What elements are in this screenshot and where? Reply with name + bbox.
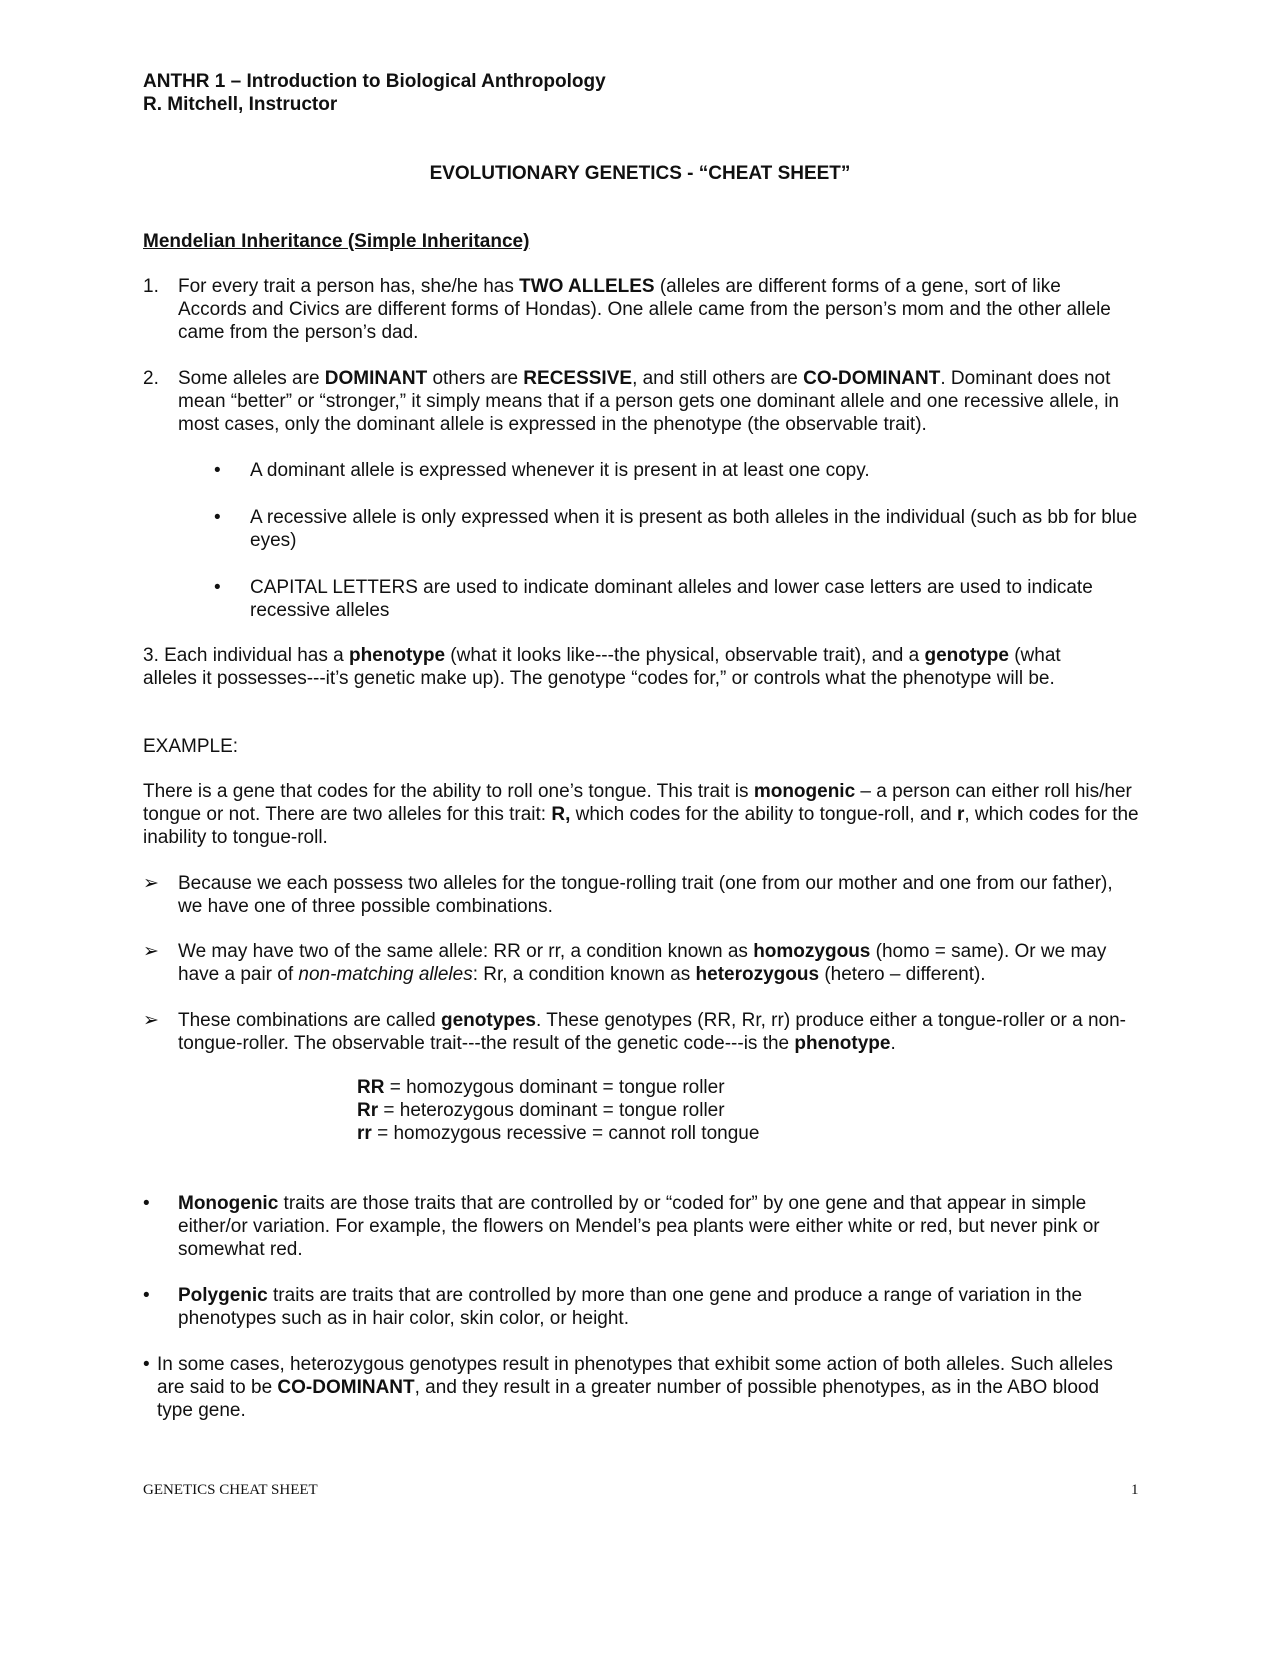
text-run: (homo = same). Or we may have a pair of [178, 941, 1107, 985]
text-run: . These genotypes (RR, Rr, rr) produce either a tongue-roller or a non-tongue-roller. The observable trait---the result of the genetic code---is the [178, 1010, 1127, 1054]
text-run: others are [427, 368, 524, 389]
text-run: (alleles are different forms of a gene, sort of like Accords and Civics are different forms of Hondas). One allele came from the person’s mom and the other allele came from the person’s dad. [178, 276, 1111, 343]
page-number: 1 [1131, 1482, 1139, 1498]
bold-text: phenotype [794, 1033, 891, 1054]
bullet-icon: • [143, 1193, 150, 1214]
bold-text: Polygenic [178, 1285, 268, 1306]
genotype-rr-heterozygous [357, 1099, 725, 1122]
arrow-item-combinations [178, 872, 1118, 918]
bullet-item-codominant [157, 1353, 1117, 1422]
text-run: In some cases, heterozygous genotypes result in phenotypes that exhibit some action of both alleles. Such alleles are said to be [157, 1354, 1113, 1398]
text-run: , which codes for the inability to tongue-roll. [143, 804, 1139, 848]
text-run: which codes for the ability to tongue-roll, and [570, 804, 957, 825]
bold-text: Monogenic [178, 1193, 279, 1214]
text-run: There is a gene that codes for the ability to roll one’s tongue. This trait is [143, 781, 754, 802]
text-run: = heterozygous dominant = tongue roller [378, 1100, 725, 1121]
arrow-bullet-icon: ➢ [143, 873, 159, 894]
bullet-item-letters [250, 576, 1140, 622]
arrow-bullet-icon: ➢ [143, 1010, 159, 1031]
text-run: A recessive allele is only expressed when it is present as both alleles in the individual (such as bb for blue eyes) [250, 507, 1138, 551]
genotype-rr-dominant [357, 1076, 725, 1099]
text-run: = homozygous recessive = cannot roll tongue [371, 1123, 760, 1144]
bold-text: CO-DOMINANT [277, 1377, 415, 1398]
bold-text: RR [357, 1077, 385, 1098]
bullet-item-polygenic [178, 1284, 1138, 1330]
text-run: For every trait a person has, she/he has [178, 276, 520, 297]
bold-text: homozygous [753, 941, 871, 962]
text-run: , and they result in a greater number of possible phenotypes, as in the ABO blood type gene. [157, 1377, 1100, 1421]
text-run: A dominant allele is expressed whenever it is present in at least one copy. [250, 460, 870, 481]
arrow-item-zygosity [178, 940, 1123, 986]
text-run: (what it looks like---the physical, observable trait), and a [445, 645, 925, 666]
text-run: 3. Each individual has a [143, 645, 349, 666]
bold-text: rr [357, 1123, 372, 1144]
text-run: Some alleles are [178, 368, 325, 389]
list-item-two-alleles [178, 275, 1133, 344]
bold-text: genotype [924, 645, 1009, 666]
bullet-item-dominant [250, 459, 1140, 482]
bullet-icon: • [143, 1354, 150, 1375]
bold-text: phenotype [348, 645, 446, 666]
text-run: : Rr, a condition known as [472, 964, 696, 985]
text-run: Because we each possess two alleles for the tongue-rolling trait (one from our mother and one from our father), we have one of three possible combinations. [178, 873, 1113, 917]
text-run: CAPITAL LETTERS are used to indicate dominant alleles and lower case letters are used to indicate recessive alleles [250, 577, 1093, 621]
section-heading: Mendelian Inheritance (Simple Inheritance) [143, 231, 530, 252]
text-run: traits are those traits that are controlled by or “coded for” by one gene and that appear in simple either/or variation. For example, the flowers on Mendel’s pea plants were either white or red, but never pink or somewhat red. [178, 1193, 1100, 1260]
list-number: 1. [143, 276, 159, 297]
bullet-item-monogenic [178, 1192, 1138, 1261]
list-item-dominance [178, 367, 1138, 436]
bold-text: CO-DOMINANT [803, 368, 941, 389]
list-item-phenotype-genotype [143, 644, 1113, 690]
text-run: EXAMPLE: [143, 736, 239, 757]
genotype-rr-recessive [357, 1122, 759, 1145]
text-run: We may have two of the same allele: RR or rr, a condition known as [178, 941, 754, 962]
bold-text: monogenic [753, 781, 856, 802]
document-header [143, 70, 606, 116]
course-title: ANTHR 1 – Introduction to Biological Anthropology [143, 71, 606, 92]
italic-text: non-matching alleles [298, 964, 473, 985]
bold-text: heterozygous [695, 964, 820, 985]
bullet-icon: • [214, 460, 221, 481]
example-paragraph [143, 780, 1143, 849]
instructor-name: R. Mitchell, Instructor [143, 94, 338, 115]
list-number: 2. [143, 368, 159, 389]
page-title: EVOLUTIONARY GENETICS - “CHEAT SHEET” [429, 163, 851, 184]
text-run: . Dominant does not mean “better” or “stronger,” it simply means that if a person gets one dominant allele and one recessive allele, in most cases, only the dominant allele is expressed in the phenotype (the observable trait). [178, 368, 1119, 435]
arrow-bullet-icon: ➢ [143, 941, 159, 962]
bold-text: R, [551, 804, 571, 825]
text-run: traits are traits that are controlled by more than one gene and produce a range of variation in the phenotypes such as in hair color, skin color, or height. [178, 1285, 1083, 1329]
bold-text: genotypes [440, 1010, 537, 1031]
bullet-icon: • [143, 1285, 150, 1306]
text-run: (what alleles it possesses---it’s genetic make up). The genotype “codes for,” or controls what the phenotype will be. [143, 645, 1061, 689]
bold-text: Rr [357, 1100, 379, 1121]
text-run: , and still others are [632, 368, 804, 389]
bullet-item-recessive [250, 506, 1140, 552]
bold-text: DOMINANT [324, 368, 428, 389]
text-run: (hetero – different). [819, 964, 986, 985]
text-run: These combinations are called [178, 1010, 441, 1031]
bullet-icon: • [214, 507, 221, 528]
footer-title: GENETICS CHEAT SHEET [143, 1482, 318, 1498]
bold-text: RECESSIVE [523, 368, 633, 389]
text-run: = homozygous dominant = tongue roller [384, 1077, 725, 1098]
bold-text: r [956, 804, 965, 825]
bold-text: TWO ALLELES [519, 276, 655, 297]
text-run: . [890, 1033, 896, 1054]
example-label [143, 735, 238, 758]
bullet-icon: • [214, 577, 221, 598]
arrow-item-genotypes [178, 1009, 1138, 1055]
text-run: – a person can either roll his/her tongue or not. There are two alleles for this trait: [143, 781, 1132, 825]
